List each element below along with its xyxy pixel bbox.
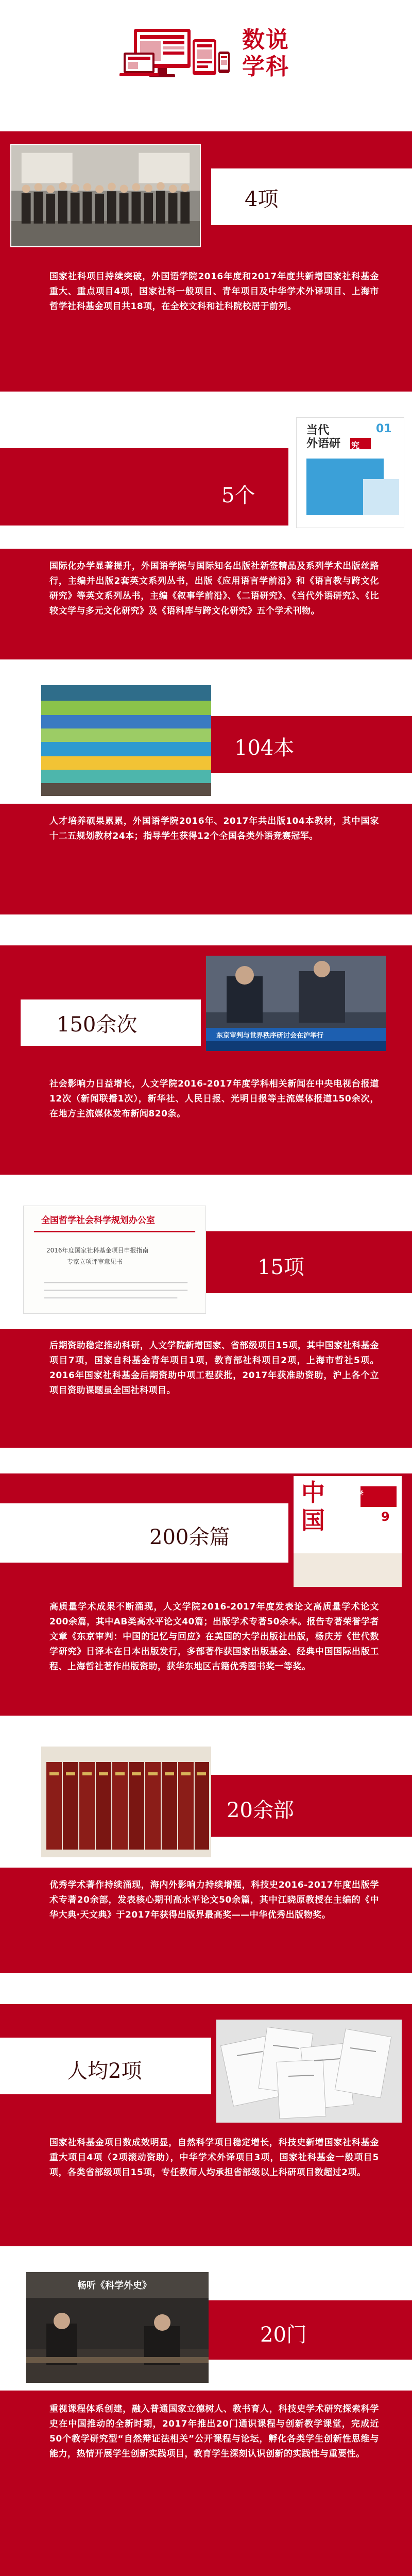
- doc-line1: 2016年度国家社科基金项目申报指南: [46, 1247, 149, 1254]
- stat-value: 200余篇: [149, 1526, 230, 1549]
- section-caption: 国家社科项目持续突破，外国语学院2016年度和2017年度共新增国家社科基金重大、重点项目4项，国家社科一般项目、青年项目及中华学术外译项目、上海市哲学社科基金项目共18项，在全校文科和社科院校居于前列。: [49, 272, 379, 312]
- magazine-title-line1: 中: [301, 1479, 325, 1506]
- logo-title-line1: 数说: [242, 27, 289, 53]
- magazine-subtitle: 社会科学: [335, 1490, 364, 1499]
- section-textbooks: [0, 685, 412, 914]
- section-courses: [0, 2272, 412, 2576]
- paper-stack-image: [216, 2020, 402, 2123]
- magazine-issue: 9: [381, 1510, 390, 1524]
- lecture-banner: 畅听《科学外史》: [77, 2280, 151, 2291]
- book-set-image: [41, 1747, 211, 1857]
- journal-title: [306, 423, 358, 450]
- magazine-title-line2: 国: [301, 1506, 325, 1534]
- stat-value: 人均2项: [67, 2059, 142, 2083]
- stat-value: 15项: [258, 1256, 304, 1279]
- section-papers: [0, 1473, 412, 1716]
- journal-title-line1: 当代: [306, 423, 330, 437]
- section-caption: 重视课程体系创建，融入普通国家立德树人、教书育人，科技史学术研究探索科学史在中国推动的全新时期，2017年推出20门通识课程与创新教学课堂，完成近50个教学研究型“自然辩证法相关”公开课程与论坛，孵化各类学生创新性思维与能力，热情开展学生创新实践项目，教育学生深刻认识创新的实践性与重要性。: [49, 2404, 379, 2459]
- stat-value: 150余次: [57, 1013, 138, 1037]
- section-funding: [0, 1206, 412, 1448]
- section-journals: [0, 417, 412, 659]
- stat-value: 20门: [260, 2323, 307, 2347]
- section-band: [206, 1231, 412, 1293]
- stat-panel: [0, 1503, 288, 1563]
- journal-issue: 01: [376, 422, 392, 435]
- magazine-title: [301, 1479, 325, 1534]
- section-caption: 国家社科基金项目数成效明显，自然科学项目稳定增长，科技史新增国家社科基金重大项目4项（2项滚动资助），中华学术外译项目3项，国家社科基金一般项目5项，各类省部级项目15项，专任教师人均承担省部级以上科研项目数超过2项。: [49, 2138, 379, 2178]
- section-band: [209, 2300, 412, 2360]
- group-photo-image: [10, 144, 201, 247]
- stat-value: 104本: [234, 736, 295, 760]
- section-caption: 优秀学术著作持续涌现，海内外影响力持续增强，科技史2016-2017年度出版学术专著20余部，发表核心期刊高水平论文50余篇，其中江晓原教授在主编的《中华大典·天文典》于2017年获得出版界最高奖——中华优秀出版物奖。: [49, 1880, 379, 1920]
- logo-title: [242, 27, 299, 80]
- tv-caption: 东京审判与世界秩序研讨会在沪举行: [216, 1032, 324, 1040]
- section-caption: 后期资助稳定推动科研，人文学院新增国家、省部级项目15项，其中国家社科基金项目7项，国家自科基金青年项目1项，教育部社科项目2项，上海市哲社5项。2016年国家社科基金后期资助中项工程获批，2017年获准助资助，沪上各个立项目资助课题虽全国社科项目。: [49, 1341, 379, 1396]
- section-media: [0, 945, 412, 1175]
- logo-devices-icon: [119, 26, 231, 82]
- stat-value: 20余部: [227, 1799, 294, 1822]
- section-caption: 人才培养硕果累累，外国语学院2016年、2017年共出版104本教材，其中国家十二五规划教材24本；指导学生获得12个全国各类外语竞赛冠军。: [49, 816, 379, 841]
- stat-panel: [211, 168, 412, 225]
- journal-badge: 究: [351, 440, 360, 450]
- section-per-capita: [0, 2004, 412, 2246]
- book-spines-image: [41, 685, 211, 796]
- section-caption: 国际化办学显著提升，外国语学院与国际知名出版社新签精品及系列学术出版丝路行，主编并出版2套英文系列丛书，出版《应用语言学前沿》和《语言教与跨文化研究》等英文系列丛书，主编《叙事学前沿》、《二语研究》、《当代外语研究》、《比较文学与多元文化研究》及《语料库与跨文化研究》五个学术刊物。: [49, 561, 379, 616]
- stat-value: 4项: [245, 188, 279, 211]
- section-books: [0, 1747, 412, 1973]
- header: [0, 0, 412, 111]
- doc-heading: 全国哲学社会科学规划办公室: [41, 1215, 155, 1226]
- section-caption: 高质量学术成果不断涌现，人文学院2016-2017年度发表论文高质量学术论文200余篇，其中AB类高水平论文40篇；出版学术专著50余本。报告专著荣誉学者文章《东京审判：中国的记忆与回应》在美国的大学出版社出版，杨庆芳《世代数学研究》日译本在日本出版发行，多部著作获国家出版基金、经典中国国际出版工程、上海哲社著作出版资助，获华东地区古籍优秀图书奖一等奖。: [49, 1602, 379, 1672]
- journal-title-line2: 外语研: [306, 437, 341, 450]
- doc-line2: 专家立项评审意见书: [67, 1258, 123, 1265]
- logo-title-line2: 学科: [242, 54, 289, 80]
- section-caption: 社会影响力日益增长，人文学院2016-2017年度学科相关新闻在中央电视台报道12次（新闻联播1次），新华社、人民日报、光明日报等主流媒体报道150余次，在地方主流媒体发布新闻820条。: [49, 1079, 379, 1119]
- section-projects: [0, 131, 412, 392]
- stat-value: 5个: [221, 484, 255, 507]
